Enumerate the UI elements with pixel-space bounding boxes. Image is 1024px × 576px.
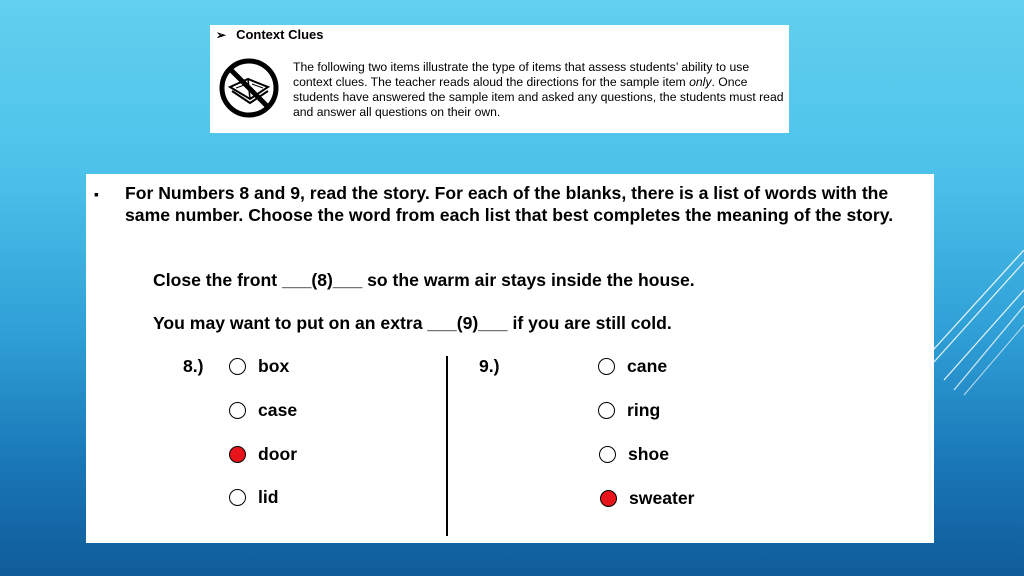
item-8-option-case[interactable]	[229, 400, 297, 421]
no-reading-book-icon	[218, 57, 280, 119]
option-label: shoe	[628, 444, 670, 464]
option-label: door	[258, 444, 298, 464]
radio-circle-filled-icon[interactable]	[600, 490, 617, 507]
option-label: cane	[627, 356, 668, 376]
item-9-option-sweater[interactable]	[600, 488, 695, 509]
context-clues-description: The following two items illustrate the type of items that assess students’ ability to use context clues. The teacher reads aloud the directions for the sample item only. Once students have answered the sample item and asked any questions, the students must read and answer all questions on their own.	[293, 60, 784, 119]
question-instructions: For Numbers 8 and 9, read the story. For each of the blanks, there is a list of words with the same number. Choose the word from each list that best completes the meaning of the story.	[125, 183, 894, 225]
radio-circle-icon[interactable]	[229, 358, 246, 375]
column-divider	[446, 356, 448, 536]
radio-circle-icon[interactable]	[598, 358, 615, 375]
radio-circle-icon[interactable]	[229, 402, 246, 419]
radio-circle-icon[interactable]	[599, 446, 616, 463]
item-9-option-shoe[interactable]	[599, 444, 669, 465]
option-label: ring	[627, 400, 661, 420]
option-label: box	[258, 356, 290, 376]
story-sentence-1: Close the front ___(8)___ so the warm air stays inside the house.	[153, 270, 695, 290]
item-9-label: 9.)	[479, 356, 500, 376]
square-bullet-icon: ▪	[94, 186, 99, 202]
context-clues-box	[210, 25, 789, 133]
radio-circle-icon[interactable]	[229, 489, 246, 506]
radio-circle-icon[interactable]	[598, 402, 615, 419]
option-label: case	[258, 400, 298, 420]
option-label: lid	[258, 487, 279, 507]
item-9-option-cane[interactable]	[598, 356, 667, 377]
context-clues-heading	[216, 27, 323, 42]
decorative-lines	[924, 250, 1024, 400]
arrow-bullet-icon: ➢	[216, 27, 227, 42]
question-box	[86, 174, 934, 543]
item-8-label: 8.)	[183, 356, 204, 376]
context-clues-title: Context Clues	[236, 27, 324, 42]
item-8-option-door[interactable]	[229, 444, 297, 465]
item-8-option-lid[interactable]	[229, 487, 279, 508]
option-label: sweater	[629, 488, 695, 508]
item-8-option-box[interactable]	[229, 356, 289, 377]
item-9-option-ring[interactable]	[598, 400, 660, 421]
story-sentence-2: You may want to put on an extra ___(9)___ if you are still cold.	[153, 313, 672, 333]
radio-circle-filled-icon[interactable]	[229, 446, 246, 463]
